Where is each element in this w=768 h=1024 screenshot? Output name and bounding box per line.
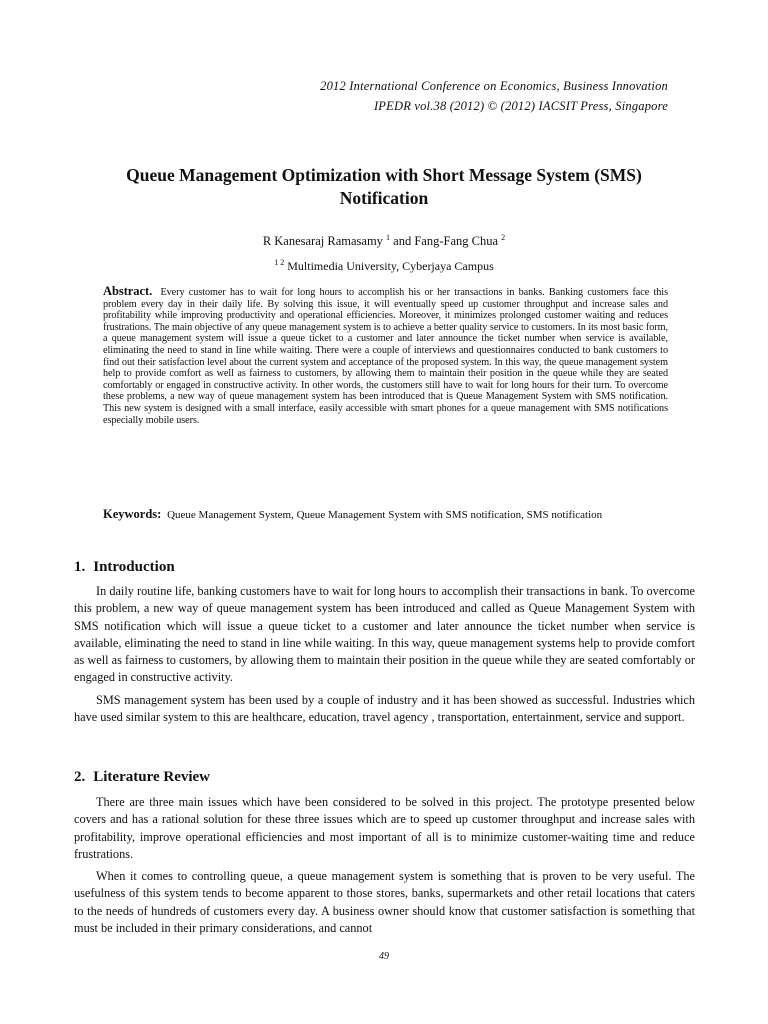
- affiliation-marker: 1 2: [274, 258, 285, 267]
- paper-title-line-1: Queue Management Optimization with Short Message System (SMS): [126, 165, 642, 185]
- section-title: Literature Review: [93, 769, 211, 785]
- section-number: 2.: [74, 769, 86, 785]
- abstract: [103, 286, 668, 426]
- author-affiliation-marker: 2: [501, 233, 506, 242]
- abstract-text: Every customer has to wait for long hours to accomplish his or her transactions in banks. Banking customers face this problem every day in their daily life. By solving this issue, it will eventually speed up customer throughput and increase sales and profitability while improving productivity and operational efficiencies. Moreover, it minimizes prolonged customer waiting and reduces frustrations. The main objective of any queue management system is to achieve a better quality service to customers. In its most basic form, a queue management system will issue a queue ticket to a customer and later announce the ticket number when service is available, eliminating the need to stand in line while waiting. There were a couple of interviews and questionnaires conducted to bank customers to find out their satisfaction level about the current system and acceptance of the proposed system. In this way, the queue management system help to provide comfort as well as fairness to customers, by allowing them to maintain their position in the queue while they are seated comfortably or engaged in constructive activity. In other words, the customers still have to wait for long hours for their turn. To overcome these problems, a new way of queue management system has been introduced that is Queue Management System with SMS notification. This new system is designed with a small interface, easily accessible with smart phones for a queue management with SMS notifications especially mobile users.: [103, 287, 668, 426]
- author-name: Fang-Fang Chua: [414, 234, 499, 248]
- paragraph: In daily routine life, banking customers have to wait for long hours to accomplish their transactions in bank. To overcome this problem, a new way of queue management system has been introduced and called as Queue Management System with SMS notification which will issue a queue ticket to a customer and later announce the ticket number when service is available, eliminating the need to stand in line while waiting. In this way, queue management systems help to provide comfort as well as fairness to customers, by allowing them to maintain their position in the queue while they are seated comfortably or engaged in constructive activity.: [74, 584, 695, 685]
- section-title: Introduction: [93, 559, 175, 575]
- paragraph: SMS management system has been used by a couple of industry and it has been showed as successful. Industries which have used similar system to this are healthcare, education, travel agency , transportation, entertainment, service and support.: [74, 692, 695, 725]
- author-connector: and: [393, 234, 412, 248]
- section-heading-introduction: [74, 557, 175, 577]
- section-number: 1.: [74, 559, 86, 575]
- page-number: 49: [379, 951, 389, 962]
- section-heading-literature-review: [74, 767, 210, 787]
- introduction-body: [74, 583, 695, 731]
- conference-header: [320, 76, 668, 116]
- literature-review-body: [74, 794, 695, 942]
- affiliation: [70, 254, 698, 275]
- keywords-text: Queue Management System, Queue Management System with SMS notification, SMS notification: [167, 509, 603, 521]
- author-name: R Kanesaraj Ramasamy: [262, 234, 383, 248]
- conference-publication: IPEDR vol.38 (2012) © (2012) IACSIT Press, Singapore: [373, 99, 668, 113]
- paper-title: [70, 164, 698, 210]
- conference-name: 2012 International Conference on Economics, Business Innovation: [320, 79, 668, 93]
- affiliation-text: Multimedia University, Cyberjaya Campus: [287, 259, 494, 273]
- keywords: [103, 506, 668, 524]
- abstract-label: Abstract.: [103, 284, 153, 298]
- keywords-label: Keywords:: [103, 507, 162, 521]
- paper-title-line-2: Notification: [339, 188, 429, 208]
- paragraph: There are three main issues which have been considered to be solved in this project. The prototype presented below covers and has a rational solution for these three issues which are to speed up customer throughput and increase sales with profitability, improve operational efficiencies and most important of all is to minimize customer-waiting time and reduce frustrations.: [74, 795, 695, 861]
- paragraph: When it comes to controlling queue, a queue management system is something that is proven to be very useful. The usefulness of this system tends to become apparent to those stores, banks, supermarkets and other retail locations that caters to the needs of hundreds of customers every day. A business owner should know that customer satisfaction is something that must be included in their primary considerations, and cannot: [74, 869, 695, 936]
- author-list: [70, 229, 698, 250]
- author-affiliation-marker: 1: [386, 233, 391, 242]
